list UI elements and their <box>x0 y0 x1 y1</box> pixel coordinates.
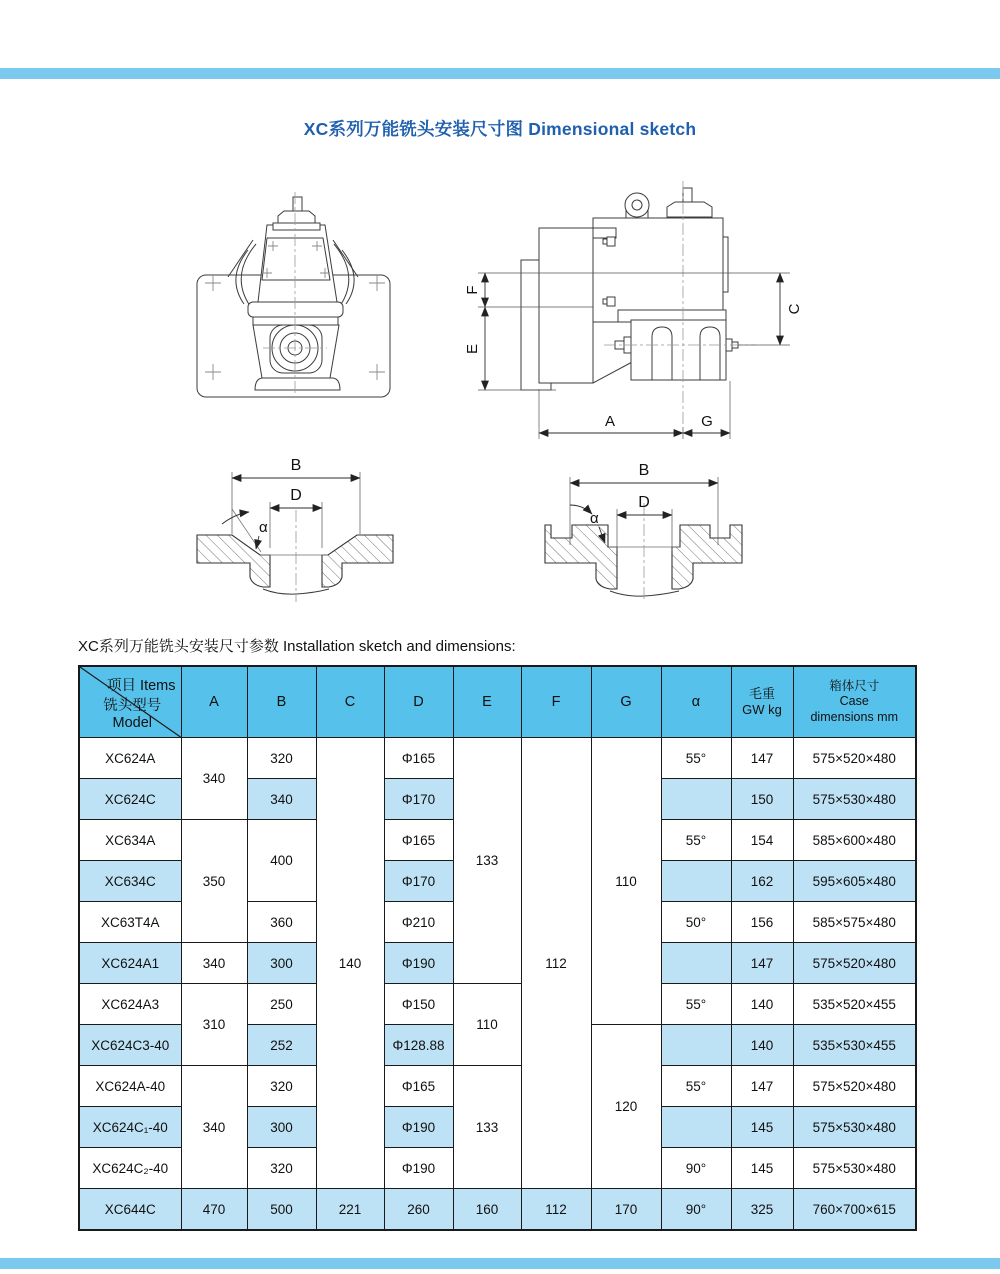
dimensions-table <box>78 665 917 1231</box>
collar-band-1 <box>248 302 343 317</box>
value-cell: 575×530×480 <box>793 1148 916 1189</box>
value-cell: 760×700×615 <box>793 1189 916 1231</box>
value-cell: Φ210 <box>384 902 453 943</box>
base-foot <box>255 378 340 390</box>
value-cell: 140 <box>731 1025 793 1066</box>
value-cell: 575×520×480 <box>793 1066 916 1107</box>
value-cell: 133 <box>453 1066 521 1189</box>
section-body-left-half <box>545 525 617 589</box>
value-cell: 112 <box>521 738 591 1189</box>
model-cell: XC634A <box>79 820 181 861</box>
value-cell: 252 <box>247 1025 316 1066</box>
value-cell <box>661 1107 731 1148</box>
model-cell: XC624A3 <box>79 984 181 1025</box>
table-row <box>79 984 916 1025</box>
section-body-right-half <box>672 525 742 589</box>
bolt-lower-head <box>603 299 607 304</box>
value-cell: 575×530×480 <box>793 779 916 820</box>
bolt-upper-head <box>603 239 607 244</box>
col-header-f: F <box>521 666 591 738</box>
value-cell: Φ190 <box>384 1107 453 1148</box>
value-cell: 575×530×480 <box>793 1107 916 1148</box>
page-title: XC系列万能铣头安装尺寸图 Dimensional sketch <box>303 119 697 139</box>
value-cell: 300 <box>247 943 316 984</box>
head-tower <box>258 225 337 302</box>
value-cell: 50° <box>661 902 731 943</box>
dim-label-d: D <box>290 487 302 504</box>
value-cell: 156 <box>731 902 793 943</box>
value-cell: Φ165 <box>384 1066 453 1107</box>
value-cell: 133 <box>453 738 521 984</box>
section-body-right-half <box>322 535 393 587</box>
section-view-right <box>520 448 820 610</box>
bolt-lower <box>607 297 615 306</box>
dim-label-alpha: α <box>590 510 599 527</box>
dim-label-a: A <box>604 413 616 430</box>
value-cell: 140 <box>316 738 384 1189</box>
housing-slant <box>593 361 634 383</box>
value-cell: 150 <box>731 779 793 820</box>
value-cell: 320 <box>247 1066 316 1107</box>
value-cell: 400 <box>247 820 316 902</box>
break-line <box>610 591 679 596</box>
model-cell: XC624A-40 <box>79 1066 181 1107</box>
value-cell <box>661 1025 731 1066</box>
value-cell: 575×520×480 <box>793 943 916 984</box>
col-header-a: A <box>181 666 247 738</box>
value-cell: 112 <box>521 1189 591 1231</box>
table-caption: XC系列万能铣头安装尺寸参数 Installation sketch and dimensions: <box>78 638 516 655</box>
value-cell: 147 <box>731 943 793 984</box>
value-cell: 535×520×455 <box>793 984 916 1025</box>
model-cell: XC624A <box>79 738 181 779</box>
model-cell: XC624C3-40 <box>79 1025 181 1066</box>
col-header-alpha: α <box>661 666 731 738</box>
value-cell: 340 <box>247 779 316 820</box>
top-accent-bar <box>0 68 1000 79</box>
value-cell: 90° <box>661 1148 731 1189</box>
model-cell: XC624C₂-40 <box>79 1148 181 1189</box>
value-cell: 162 <box>731 861 793 902</box>
corner-model-label: 铣头型号Model <box>103 698 162 731</box>
plate-shoulder-right <box>333 240 358 277</box>
col-header-case: 箱体尺寸 Case dimensions mm <box>793 666 916 738</box>
value-cell: Φ165 <box>384 738 453 779</box>
value-cell: 575×520×480 <box>793 738 916 779</box>
table-header-row <box>79 666 916 738</box>
corner-items-label: 项目 Items <box>107 678 176 694</box>
side-top-cap <box>667 202 712 217</box>
value-cell: 310 <box>181 984 247 1066</box>
col-header-b: B <box>247 666 316 738</box>
plate-shoulder-left <box>228 240 253 277</box>
section-body-left-half <box>197 535 270 587</box>
value-cell <box>661 943 731 984</box>
value-cell: 340 <box>181 1066 247 1189</box>
side-cap-stem <box>683 188 692 202</box>
dim-label-c: C <box>786 303 803 315</box>
dim-label-e: E <box>464 343 481 355</box>
dim-label-b: B <box>638 462 650 479</box>
model-cell: XC624A1 <box>79 943 181 984</box>
value-cell: 170 <box>591 1189 661 1231</box>
section-view-left <box>175 448 465 610</box>
col-header-gw: 毛重 GW kg <box>731 666 793 738</box>
side-view-drawing <box>458 175 840 453</box>
value-cell: 340 <box>181 738 247 820</box>
front-view-drawing <box>168 178 440 410</box>
value-cell: 154 <box>731 820 793 861</box>
value-cell: 250 <box>247 984 316 1025</box>
cap-base <box>273 223 320 230</box>
body-right-tab <box>723 237 728 292</box>
value-cell: 300 <box>247 1107 316 1148</box>
value-cell: 470 <box>181 1189 247 1231</box>
value-cell: 145 <box>731 1148 793 1189</box>
corner-cell <box>79 666 181 738</box>
value-cell: 535×530×455 <box>793 1025 916 1066</box>
value-cell: 147 <box>731 738 793 779</box>
value-cell: 145 <box>731 1107 793 1148</box>
angle-arc <box>570 505 592 514</box>
dim-label-g: G <box>701 413 713 430</box>
value-cell: 260 <box>384 1189 453 1231</box>
value-cell: 320 <box>247 738 316 779</box>
value-cell: 350 <box>181 820 247 943</box>
value-cell: 55° <box>661 738 731 779</box>
value-cell: 221 <box>316 1189 384 1231</box>
value-cell: 110 <box>591 738 661 1025</box>
flange-block <box>539 228 593 383</box>
value-cell: 90° <box>661 1189 731 1231</box>
table-row <box>79 738 916 779</box>
value-cell: 120 <box>591 1025 661 1189</box>
model-cell: XC63T4A <box>79 902 181 943</box>
value-cell: 340 <box>181 943 247 984</box>
value-cell: 110 <box>453 984 521 1066</box>
bolt-upper <box>607 237 615 246</box>
value-cell: 147 <box>731 1066 793 1107</box>
value-cell: 325 <box>731 1189 793 1231</box>
col-header-g: G <box>591 666 661 738</box>
value-cell: 500 <box>247 1189 316 1231</box>
clamp-block <box>631 320 726 380</box>
value-cell: Φ190 <box>384 943 453 984</box>
table-row <box>79 1189 916 1231</box>
bottom-accent-bar <box>0 1258 1000 1269</box>
value-cell: Φ170 <box>384 779 453 820</box>
value-cell: Φ170 <box>384 861 453 902</box>
value-cell: 595×605×480 <box>793 861 916 902</box>
table-row <box>79 1066 916 1107</box>
top-cap <box>278 211 315 223</box>
value-cell: 160 <box>453 1189 521 1231</box>
model-cell: XC624C <box>79 779 181 820</box>
value-cell: 55° <box>661 820 731 861</box>
value-cell: 55° <box>661 1066 731 1107</box>
value-cell: Φ165 <box>384 820 453 861</box>
model-cell: XC624C₁-40 <box>79 1107 181 1148</box>
value-cell: Φ150 <box>384 984 453 1025</box>
dim-label-b: B <box>290 457 302 474</box>
value-cell: 55° <box>661 984 731 1025</box>
dim-label-d: D <box>638 494 650 511</box>
dim-label-alpha: α <box>259 519 268 536</box>
col-header-c: C <box>316 666 384 738</box>
dim-label-f: F <box>464 285 481 295</box>
collar-band-2 <box>253 317 338 325</box>
col-header-e: E <box>453 666 521 738</box>
value-cell: 320 <box>247 1148 316 1189</box>
value-cell: 360 <box>247 902 316 943</box>
lifting-eye <box>625 193 649 217</box>
value-cell: Φ128.88 <box>384 1025 453 1066</box>
value-cell: Φ190 <box>384 1148 453 1189</box>
value-cell: 140 <box>731 984 793 1025</box>
cap-stem <box>293 197 302 211</box>
value-cell <box>661 861 731 902</box>
value-cell: 585×575×480 <box>793 902 916 943</box>
col-header-d: D <box>384 666 453 738</box>
value-cell: 585×600×480 <box>793 820 916 861</box>
model-cell: XC634C <box>79 861 181 902</box>
value-cell <box>661 779 731 820</box>
model-cell: XC644C <box>79 1189 181 1231</box>
